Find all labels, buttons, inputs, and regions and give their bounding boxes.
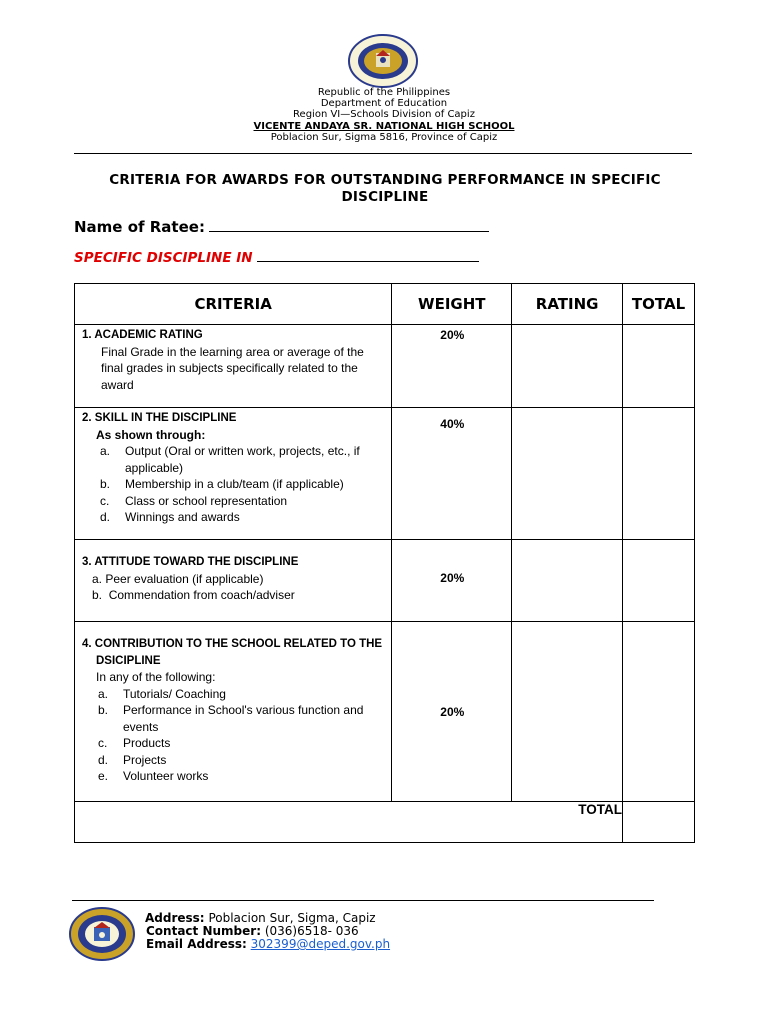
list-item: b. Membership in a club/team (if applicable) [100,477,344,491]
total-label: TOTAL [75,802,623,843]
letterhead-address: Poblacion Sur, Sigma 5816, Province of Capiz [270,132,498,143]
weight-value: 20% [440,571,465,585]
weight-cell [392,622,512,802]
criteria-subheading: In any of the following: [96,670,216,684]
weight-cell [392,325,512,408]
ratee-blank-line[interactable] [209,219,489,232]
criteria-cell [75,540,392,622]
rating-cell[interactable] [512,408,623,540]
footer-divider [72,900,654,901]
footer-contact-block [145,912,390,951]
ratee-name-field [74,218,489,236]
criteria-subheading: As shown through: [96,427,206,442]
rating-cell[interactable] [512,540,623,622]
grand-total-cell[interactable] [623,802,695,843]
total-cell[interactable] [623,325,695,408]
weight-value: 40% [440,417,465,431]
criteria-cell [75,408,392,540]
weight-value: 20% [440,705,465,719]
school-seal-logo [68,906,136,962]
criteria-heading: 4. CONTRIBUTION TO THE SCHOOL RELATED TO THE [82,638,383,650]
discipline-label: SPECIFIC DISCIPLINE IN [74,250,253,266]
letterhead-region: Region VI—Schools Division of Capiz [293,109,475,120]
total-cell[interactable] [623,408,695,540]
deped-seal-logo [346,34,420,88]
document-title: CRITERIA FOR AWARDS FOR OUTSTANDING PERFORMANCE IN SPECIFIC DISCIPLINE [109,172,661,205]
criteria-cell [75,622,392,802]
total-cell[interactable] [623,622,695,802]
footer-address: Address: Poblacion Sur, Sigma, Capiz [145,911,376,925]
list-item: c. Class or school representation [100,493,288,508]
ratee-label: Name of Ratee: [74,218,205,236]
list-item: c. Products [98,736,171,750]
footer-email: Email Address: 302399@deped.gov.ph [146,937,391,951]
list-item: a. Output (Oral or written work, projects, etc., if applicable) [100,444,360,475]
email-link[interactable]: 302399@deped.gov.ph [250,937,391,951]
discipline-field [74,249,479,266]
criteria-heading-cont: DSICIPLINE [96,654,161,667]
weight-cell [392,408,512,540]
criteria-table [74,283,695,843]
table-row [75,325,695,408]
table-header-row [75,284,695,325]
criteria-description: Final Grade in the learning area or average of the final grades in subjects specifically related to the award [101,344,364,392]
letterhead-school-name: VICENTE ANDAYA SR. NATIONAL HIGH SCHOOL [253,121,515,132]
rating-cell[interactable] [512,622,623,802]
header-criteria: CRITERIA [75,284,392,325]
table-row [75,408,695,540]
total-cell[interactable] [623,540,695,622]
letterhead-department: Department of Education [320,98,448,109]
criteria-heading: 1. ACADEMIC RATING [82,329,203,341]
table-row [75,622,695,802]
header-weight: WEIGHT [392,284,512,325]
list-item: d. Winnings and awards [100,510,240,524]
table-row [75,540,695,622]
rating-cell[interactable] [512,325,623,408]
list-item: b. Commendation from coach/adviser [92,588,295,602]
header-rating: RATING [512,284,623,325]
letterhead-republic: Republic of the Philippines [317,87,451,98]
list-item: a. Peer evaluation (if applicable) [92,571,264,586]
criteria-cell [75,325,392,408]
list-item: e. Volunteer works [98,769,209,783]
list-item: a. Tutorials/ Coaching [98,686,226,701]
discipline-blank-line[interactable] [257,249,479,262]
criteria-heading: 2. SKILL IN THE DISCIPLINE [82,412,237,424]
header-divider [74,153,692,154]
weight-cell [392,540,512,622]
criteria-heading: 3. ATTITUDE TOWARD THE DISCIPLINE [82,556,299,568]
list-item: d. Projects [98,752,167,767]
footer-contact-number: Contact Number: (036)6518- 036 [146,924,359,938]
list-item: b. Performance in School's various function and events [98,703,364,734]
weight-value: 20% [440,328,465,342]
header-total: TOTAL [623,284,695,325]
total-row [75,802,695,843]
